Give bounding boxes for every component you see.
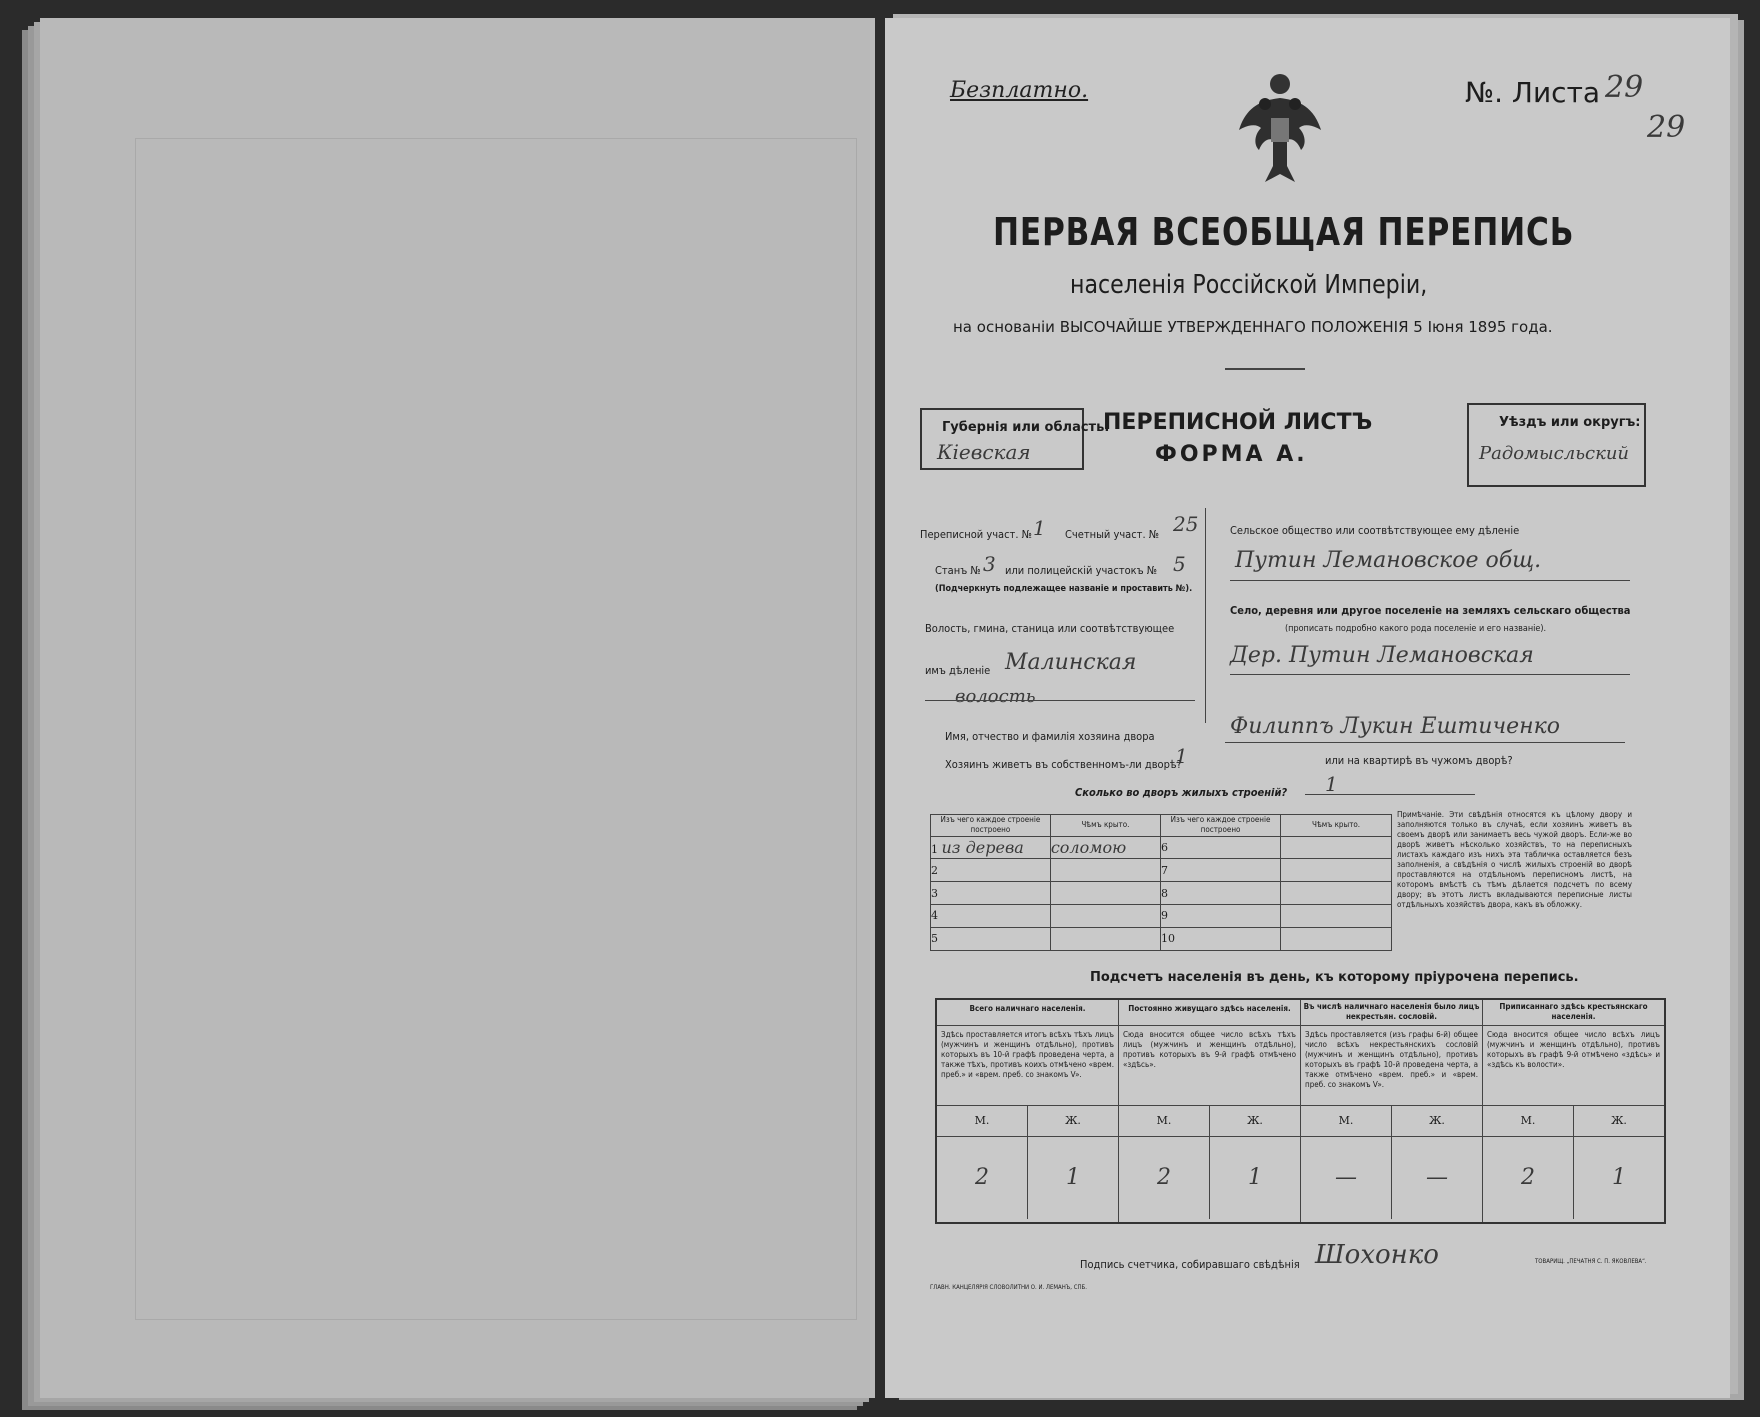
- province-value: Кiевская: [937, 440, 1031, 464]
- imperial-eagle-icon: [1235, 70, 1325, 190]
- female-count: 1: [1248, 1165, 1262, 1190]
- signature-value: Шохонко: [1315, 1240, 1439, 1270]
- district-label: Уѣздъ или округъ:: [1499, 415, 1641, 430]
- stan-label: Станъ №: [935, 564, 981, 577]
- society-label: Сельское общество или соотвѣтствующее ему дѣленіе: [1230, 524, 1520, 537]
- count-col-desc: Здѣсь проставляется (изъ графы 6-й) общее число всѣхъ некрестьянскихъ сословій (мужчинъ и женщинъ отдѣльно), противъ которыхъ въ графѣ 10-й проведена черта, а также отмѣчено «врем. преб.» и «врем. преб. со знакомъ V».: [1301, 1026, 1482, 1106]
- female-count: 1: [1066, 1165, 1080, 1190]
- count-column: [1483, 1000, 1664, 1222]
- count-area-value: 25: [1173, 512, 1199, 536]
- count-column: [1301, 1000, 1483, 1222]
- census-area-label: Переписной участ. №: [920, 528, 1032, 541]
- free-label: Безплатно.: [950, 78, 1089, 103]
- subtitle: населенія Россійской Имперіи,: [1070, 270, 1428, 300]
- count-area-label: Счетный участ. №: [1065, 528, 1160, 541]
- female-label: Ж.: [1065, 1114, 1081, 1127]
- owner-underline: [1225, 742, 1625, 743]
- table-row: [931, 927, 1161, 950]
- police-value: 5: [1173, 552, 1186, 576]
- village-underline: [1230, 674, 1630, 675]
- count-col-head: Въ числѣ наличнаго населенія было лицъ некрестьян. сословій.: [1301, 1000, 1482, 1026]
- district-box: [1467, 403, 1646, 487]
- female-label: Ж.: [1247, 1114, 1263, 1127]
- rented-label: или на квартирѣ въ чужомъ дворѣ?: [1325, 754, 1513, 767]
- own-yard-label: Хозяинъ живетъ въ собственномъ-ли дворѣ?: [945, 758, 1182, 771]
- buildings-table-right: [1161, 815, 1391, 950]
- signature-label: Подпись счетчика, собиравшаго свѣдѣнія: [1080, 1258, 1300, 1271]
- society-value: Путин Лемановское общ.: [1235, 548, 1542, 573]
- table-row: [1161, 927, 1391, 950]
- male-label: М.: [1119, 1106, 1210, 1136]
- table-row: [931, 882, 1161, 905]
- stan-value: 3: [983, 552, 996, 576]
- own-yard-value: 1: [1175, 744, 1188, 768]
- count-values: [1483, 1137, 1664, 1219]
- count-mf-head: [1301, 1106, 1482, 1137]
- count-col-head: Приписаннаго здѣсь крестьянскаго населенія.: [1483, 1000, 1664, 1026]
- form-subtitle: ФОРМА А.: [1155, 442, 1308, 467]
- note-text: Примѣчаніе. Эти свѣдѣнія относятся къ цѣлому двору и заполняются только въ случаѣ, если хозяинъ живетъ въ своемъ дворѣ или занимаетъ весь чужой дворъ. Если-же во дворѣ живетъ нѣсколько хозяйствъ, то на переписныхъ листахъ каждаго изъ нихъ эта табличка оставляется безъ заполненія, а свѣдѣнія о числѣ жилыхъ строеній во дворѣ проставляются на отдѣльномъ переписномъ листѣ, на которомъ вмѣстѣ съ тѣмъ дѣлается подсчетъ по всему двору; въ этотъ листъ вкладываются переписные листы отдѣльныхъ хозяйствъ двора, какъ въ обложку.: [1397, 810, 1632, 909]
- form-title: ПЕРЕПИСНОЙ ЛИСТЪ: [1103, 410, 1373, 435]
- village-value: Дер. Путин Лемановская: [1230, 643, 1534, 668]
- row-number: 1: [931, 843, 938, 857]
- volost-label: Волость, гмина, станица или соотвѣтствующее: [925, 622, 1175, 635]
- sheet-number-corner: 29: [1647, 110, 1686, 145]
- count-mf-head: [1483, 1106, 1664, 1137]
- buildings-underline: [1305, 794, 1475, 795]
- field-divider: [1205, 508, 1206, 723]
- census-area-value: 1: [1033, 516, 1046, 540]
- count-mf-head: [937, 1106, 1118, 1137]
- female-label: Ж.: [1429, 1114, 1445, 1127]
- row-number: 3: [931, 882, 1050, 905]
- female-count: 1: [1612, 1165, 1626, 1190]
- row-material: из дерева: [941, 838, 1024, 858]
- count-values: [1119, 1137, 1300, 1219]
- buildings-table-left: [931, 815, 1161, 950]
- row-number: 5: [931, 927, 1050, 950]
- bleed-through-grid: [135, 138, 857, 1320]
- village-label: Село, деревня или другое поселеніе на земляхъ сельскаго общества: [1230, 604, 1631, 617]
- table-row: [931, 836, 1161, 859]
- count-values: [1301, 1137, 1482, 1219]
- owner-name-label: Имя, отчество и фамилія хозяина двора: [945, 730, 1155, 743]
- buildings-value: 1: [1325, 772, 1338, 796]
- village-note: (прописать подробно какого рода поселеніе и его названіе).: [1285, 624, 1547, 634]
- male-count: 2: [1119, 1137, 1210, 1219]
- police-label: или полицейскій участокъ №: [1005, 564, 1158, 577]
- printer-left: ГЛАВН. КАНЦЕЛЯРІЯ СЛОВОЛИТНИ О. И. ЛЕМАНЪ, СПБ.: [930, 1284, 1087, 1291]
- province-label: Губернія или область:: [942, 420, 1110, 435]
- count-col-head: Всего наличнаго населенія.: [937, 1000, 1118, 1026]
- volost-underline: [925, 700, 1195, 701]
- basis-line: на основаніи ВЫСОЧАЙШЕ УТВЕРЖДЕННАГО ПОЛОЖЕНІЯ 5 Іюня 1895 года.: [953, 318, 1553, 336]
- count-col-desc: Сюда вносится общее число всѣхъ тѣхъ лицъ (мужчинъ и женщинъ отдѣльно), противъ которыхъ въ 9-й графѣ отмѣчено «здѣсь».: [1119, 1026, 1300, 1106]
- count-mf-head: [1119, 1106, 1300, 1137]
- male-label: М.: [1301, 1106, 1392, 1136]
- row-number: 8: [1161, 882, 1281, 905]
- female-label: Ж.: [1611, 1114, 1627, 1127]
- table-row: [1161, 882, 1391, 905]
- ornament-divider: [1225, 368, 1305, 370]
- left-blank-page: [40, 18, 875, 1398]
- row-number: 2: [931, 859, 1050, 882]
- volost-value2: волость: [955, 686, 1036, 707]
- male-label: М.: [1483, 1106, 1574, 1136]
- row-roof: соломою: [1050, 836, 1160, 859]
- table-row: [931, 904, 1161, 927]
- count-values: [937, 1137, 1118, 1219]
- volost-label2: имъ дѣленіе: [925, 664, 991, 677]
- count-column: [937, 1000, 1119, 1222]
- main-title: ПЕРВАЯ ВСЕОБЩАЯ ПЕРЕПИСЬ: [993, 210, 1575, 254]
- table-row: [931, 859, 1161, 882]
- sheet-number-hand: 29: [1605, 70, 1644, 105]
- col-roof-head: Чѣмъ крыто.: [1050, 815, 1160, 836]
- row-number: 6: [1161, 836, 1281, 859]
- female-count: —: [1426, 1165, 1448, 1190]
- society-underline: [1230, 580, 1630, 581]
- table-row: [1161, 859, 1391, 882]
- buildings-label: Сколько во дворъ жилыхъ строеній?: [1075, 786, 1288, 799]
- province-box: [920, 408, 1110, 470]
- male-count: —: [1301, 1137, 1392, 1219]
- volost-value: Малинская: [1005, 650, 1137, 675]
- owner-name-value: Филиппъ Лукин Ештиченко: [1230, 714, 1561, 739]
- row-number: 4: [931, 904, 1050, 927]
- buildings-table: [930, 814, 1392, 951]
- row-number: 10: [1161, 927, 1281, 950]
- male-count: 2: [1483, 1137, 1574, 1219]
- table-row: [1161, 836, 1391, 859]
- row-number: 7: [1161, 859, 1281, 882]
- count-column: [1119, 1000, 1301, 1222]
- count-col-head: Постоянно живущаго здѣсь населенія.: [1119, 1000, 1300, 1026]
- col-roof-head: Чѣмъ крыто.: [1281, 815, 1391, 836]
- sheet-number-label: №. Листа: [1465, 76, 1601, 109]
- col-material-head: Изъ чего каждое строеніе построено: [1161, 815, 1281, 836]
- col-material-head: Изъ чего каждое строеніе построено: [931, 815, 1050, 836]
- count-title: Подсчетъ населенія въ день, къ которому пріурочена перепись.: [1090, 970, 1579, 985]
- census-sheet: [885, 18, 1730, 1398]
- male-count: 2: [937, 1137, 1028, 1219]
- row-number: 9: [1161, 904, 1281, 927]
- table-row: [1161, 904, 1391, 927]
- count-col-desc: Сюда вносится общее число всѣхъ лицъ (мужчинъ и женщинъ отдѣльно), противъ которыхъ въ графѣ 9-й отмѣчено «здѣсь» и «здѣсь къ волости».: [1483, 1026, 1664, 1106]
- printer-right: ТОВАРИЩ. „ПЕЧАТНЯ С. П. ЯКОВЛЕВА“.: [1535, 1258, 1647, 1265]
- count-col-desc: Здѣсь проставляется итогъ всѣхъ тѣхъ лицъ (мужчинъ и женщинъ отдѣльно), противъ которыхъ въ 10-й графѣ проведена черта, а также тѣхъ, противъ коихъ отмѣчено «врем. преб.» и «врем. преб. со знакомъ V».: [937, 1026, 1118, 1106]
- male-label: М.: [937, 1106, 1028, 1136]
- underline-note: (Подчеркнуть подлежащее названіе и проставить №).: [935, 584, 1193, 594]
- population-count-table: [935, 998, 1666, 1224]
- district-value: Радомысльский: [1479, 443, 1630, 464]
